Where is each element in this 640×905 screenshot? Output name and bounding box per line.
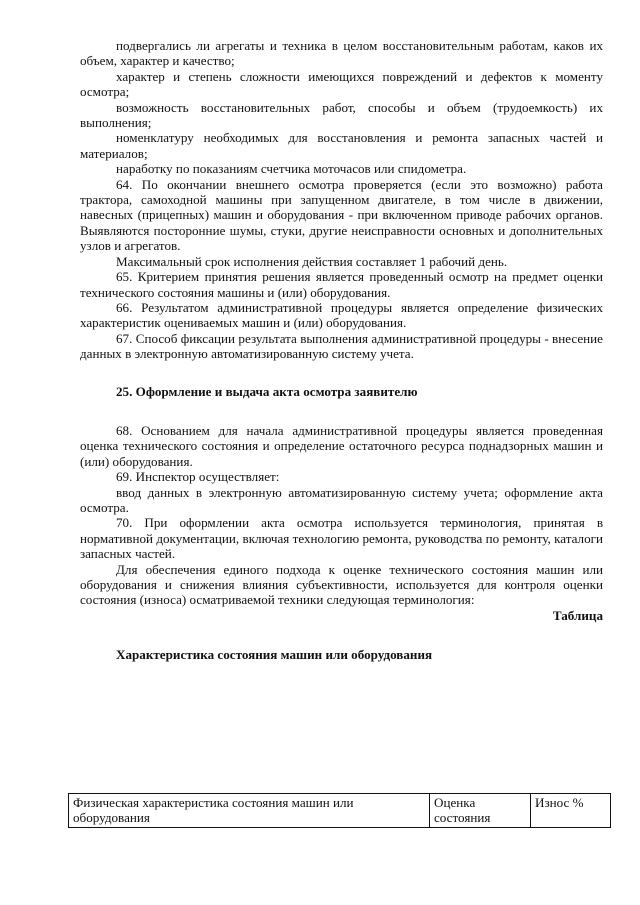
table-header-cell: Физическая характеристика состояния машин или оборудования <box>69 794 430 828</box>
paragraph: 67. Способ фиксации результата выполнения административной процедуры - внесение данных в электронную автоматизированную систему учета. <box>80 330 603 362</box>
paragraph: ввод данных в электронную автоматизированную систему учета; оформление акта осмотра. <box>80 484 603 515</box>
paragraph: 68. Основанием для начала административной процедуры является проведенная оценка технического состояния и определение остаточного ресурса поднадзорных машин и (или) оборудования. <box>80 422 603 469</box>
table-label: Таблица <box>552 607 603 623</box>
paragraph: возможность восстановительных работ, способы и объем (трудоемкость) их выполнения; <box>80 99 603 131</box>
table-header-row <box>69 794 611 828</box>
paragraph: Для обеспечения единого подхода к оценке технического состояния машин или оборудования и снижения влияния субъективности, используется для контроля оценки состояния (износа) осматриваемой техники следующая терминология: <box>80 561 603 608</box>
paragraph: характер и степень сложности имеющихся повреждений и дефектов к моменту осмотра; <box>80 68 603 100</box>
table-title: Характеристика состояния машин или оборудования <box>116 647 433 663</box>
table-header-cell: Износ % <box>531 794 611 828</box>
table-header-cell: Оценка состояния <box>430 794 531 828</box>
condition-table <box>68 793 611 828</box>
section-heading: 25. Оформление и выдача акта осмотра заявителю <box>116 383 418 399</box>
paragraph: 64. По окончании внешнего осмотра проверяется (если это возможно) работа трактора, самоходной машины при запущенном двигателе, в том числе в движении, навесных (прицепных) машин и оборудования - при включенном приводе рабочих органов. Выявляются посторонние шумы, стуки, другие неисправности основных и дополнительных узлов и агрегатов. <box>80 176 603 254</box>
paragraph: 69. Инспектор осуществляет: <box>116 469 280 485</box>
paragraph: Максимальный срок исполнения действия составляет 1 рабочий день. <box>116 253 508 269</box>
paragraph: 70. При оформлении акта осмотра используется терминология, принятая в нормативной документации, включая технологию ремонта, руководства по ремонту, каталоги запасных частей. <box>80 515 603 562</box>
paragraph: наработку по показаниям счетчика моточасов или спидометра. <box>116 161 467 177</box>
paragraph: номенклатуру необходимых для восстановления и ремонта запасных частей и материалов; <box>80 130 603 161</box>
paragraph: 66. Результатом административной процедуры является определение физических характеристик оцениваемых машин и (или) оборудования. <box>80 299 603 331</box>
paragraph: подвергались ли агрегаты и техника в целом восстановительным работам, каков их объем, характер и качество; <box>80 38 603 69</box>
paragraph: 65. Критерием принятия решения является проведенный осмотр на предмет оценки технического состояния машины и (или) оборудования. <box>80 269 603 300</box>
document-body <box>80 38 603 683</box>
